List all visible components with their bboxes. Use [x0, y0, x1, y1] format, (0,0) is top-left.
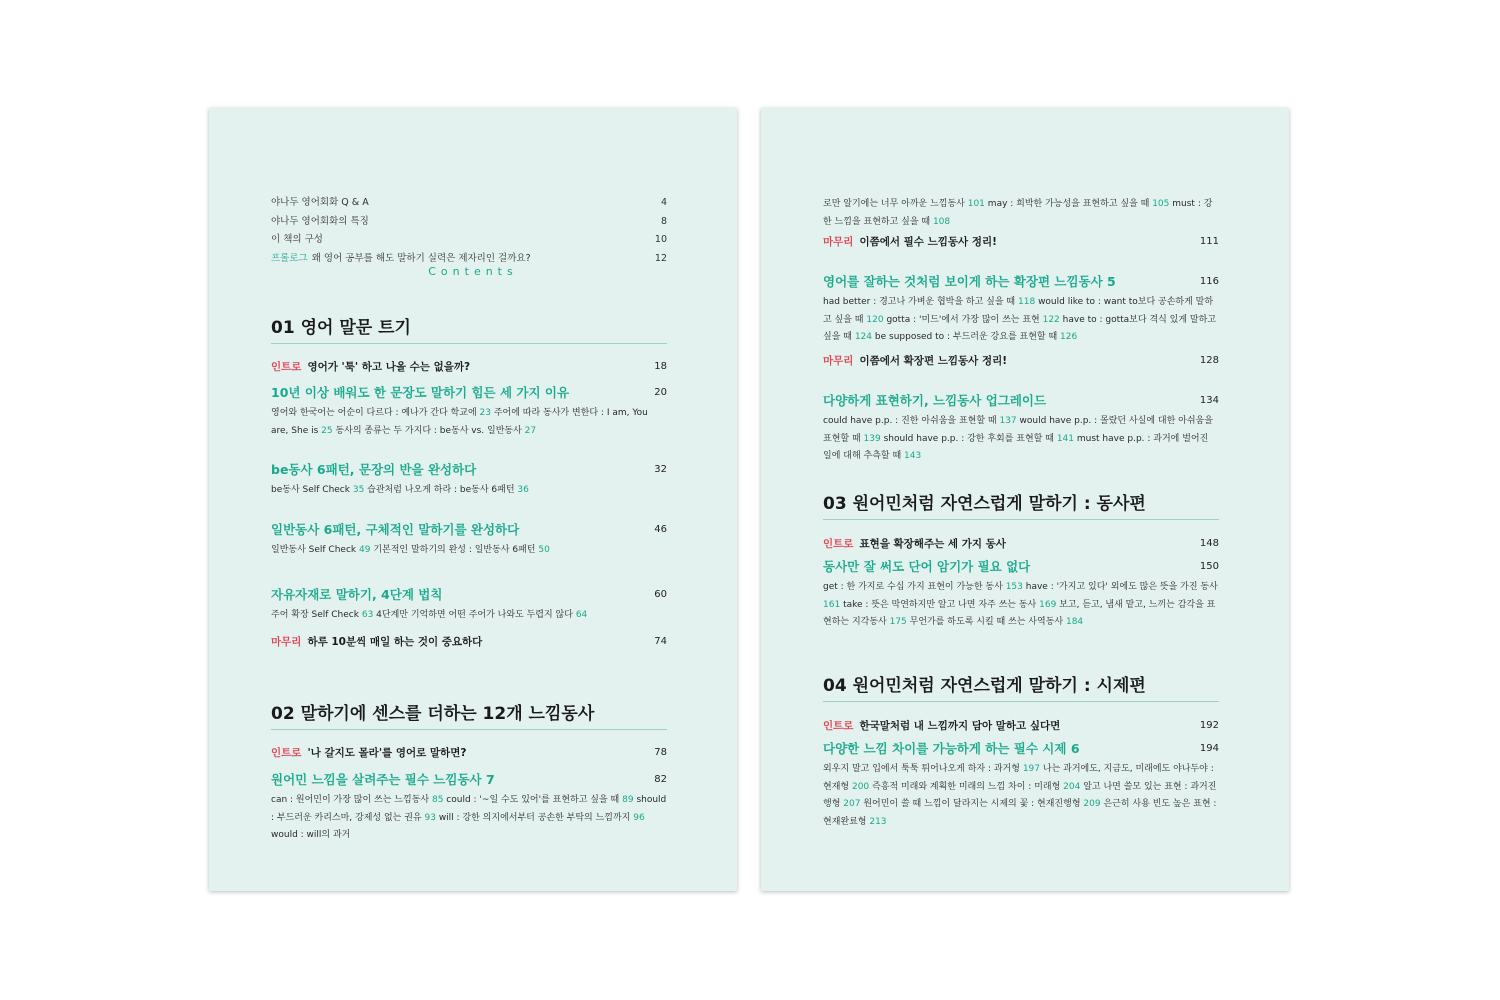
section-heading[interactable]: [271, 462, 667, 478]
intro-tag: 인트로: [823, 538, 854, 550]
page-number: 18: [654, 361, 667, 372]
chapter-4: [823, 675, 1219, 702]
chapter-3: [823, 493, 1219, 520]
section-description: 주어 확장 Self Check 63 4단계만 기억하면 어떤 주어가 나와도 두렵지 않다 64: [271, 610, 588, 620]
chapter-title[interactable]: 01 영어 말문 트기: [271, 317, 667, 344]
prologue-tag: 프롤로그: [271, 252, 308, 264]
page-number: 194: [1199, 743, 1219, 754]
page-number: 116: [1199, 276, 1219, 287]
section-heading[interactable]: [271, 772, 667, 788]
chapter-title[interactable]: 04 원어민처럼 자연스럽게 말하기 : 시제편: [823, 675, 1219, 702]
section-title: be동사 6패턴, 문장의 반을 완성하다: [271, 462, 477, 477]
chapter-1-outro[interactable]: [271, 635, 667, 649]
outro-1[interactable]: [823, 235, 1219, 249]
page-number: 12: [654, 252, 667, 264]
page-number: 60: [654, 589, 667, 600]
chapter-1: [271, 317, 667, 344]
intro-label: '나 갈지도 몰라'를 영어로 말하면?: [307, 747, 467, 759]
section-description: can : 원어민이 가장 많이 쓰는 느낌동사 85 could : '~일 수도 있어'를 표현하고 싶을 때 89 should : 부드러운 카리스마, 강제성 없는 권유 93 will : 강한 의지에서부터 공손한 부탁의 느낌까지 96 would : will의 과거: [271, 795, 667, 840]
page-number: 20: [654, 387, 667, 398]
section-heading[interactable]: [823, 274, 1219, 290]
chapter-3-intro[interactable]: [823, 537, 1219, 551]
toc-entry-label: 야나두 영어회화의 특징: [271, 215, 369, 227]
chapter-3-section-1: [823, 559, 1219, 632]
section-description: 로만 알기에는 너무 아까운 느낌동사 101 may : 희박한 가능성을 표현하고 싶을 때 105 must : 강한 느낌을 표현하고 싶을 때 108: [823, 199, 1213, 227]
page-number: 128: [1199, 355, 1219, 366]
section-description: 일반동사 Self Check 49 기본적인 말하기의 완성 : 일반동사 6패턴 50: [271, 545, 550, 555]
chapter-title[interactable]: 02 말하기에 센스를 더하는 12개 느낌동사: [271, 703, 667, 730]
section-heading[interactable]: [823, 393, 1219, 409]
page-number: 10: [654, 234, 667, 245]
outro-label: 하루 10분씩 매일 하는 것이 중요하다: [307, 636, 483, 648]
chapter-2-section-3: [823, 393, 1219, 466]
section-description: 영어와 한국어는 어순이 다르다 : 예나가 간다 학교에 23 주어에 따라 동사가 변한다 : I am, You are, She is 25 동사의 종류는 두 가지다 : be동사 vs. 일반동사 27: [271, 408, 648, 436]
section-title: 동사만 잘 써도 단어 암기가 필요 없다: [823, 559, 1031, 574]
toc-entry-label: 야나두 영어회화 Q & A: [271, 197, 369, 208]
chapter-title[interactable]: 03 원어민처럼 자연스럽게 말하기 : 동사편: [823, 493, 1219, 520]
section-title: 일반동사 6패턴, 구체적인 말하기를 완성하다: [271, 522, 520, 537]
contents-title: Contents: [428, 265, 518, 278]
page-number: 134: [1199, 395, 1219, 406]
chapter-1-section-4: [271, 587, 667, 625]
page-number: 8: [660, 215, 667, 227]
toc-entry[interactable]: [271, 231, 667, 250]
left-page: [209, 108, 737, 891]
page-number: 74: [654, 636, 667, 647]
section-heading[interactable]: [823, 559, 1219, 575]
section-title: 원어민 느낌을 살려주는 필수 느낌동사 7: [271, 772, 495, 787]
toc-entry-label: 이 책의 구성: [271, 234, 323, 245]
section-description: could have p.p. : 진한 아쉬움을 표현할 때 137 would have p.p. : 몰랐던 사실에 대한 아쉬움을 표현할 때 139 should have p.p. : 강한 후회를 표현할 때 141 must have p.p. : 과거에 벌어진 일에 대해 추측할 때 143: [823, 416, 1213, 461]
page-number: 46: [654, 524, 667, 535]
chapter-2-intro[interactable]: [271, 746, 667, 760]
front-matter-list: [271, 194, 667, 268]
toc-entry[interactable]: [271, 194, 667, 213]
section-heading[interactable]: [271, 522, 667, 538]
chapter-2: [271, 703, 667, 730]
section-title: 자유자재로 말하기, 4단계 법칙: [271, 587, 443, 602]
intro-tag: 인트로: [271, 747, 302, 759]
chapter-1-intro[interactable]: [271, 360, 667, 374]
chapter-1-section-2: [271, 462, 667, 500]
intro-label: 영어가 '툭' 하고 나올 수는 없을까?: [307, 361, 471, 373]
toc-entry[interactable]: [271, 213, 667, 232]
section-description: get : 한 가지로 수십 가지 표현이 가능한 동사 153 have : '가지고 있다' 외에도 많은 뜻을 가진 동사 161 take : 뜻은 막연하지만 알고 나면 자주 쓰는 동사 169 보고, 듣고, 냄새 맡고, 느끼는 감각을 표현하는 지각동사 175 무언가를 하도록 시킬 때 쓰는 사역동사 184: [823, 582, 1218, 627]
right-page: [761, 108, 1289, 891]
intro-tag: 인트로: [823, 720, 854, 732]
section-heading[interactable]: [823, 741, 1219, 757]
section-description: had better : 경고나 가벼운 협박을 하고 싶을 때 118 would like to : want to보다 공손하게 말하고 싶을 때 120 gotta : '미드'에서 가장 많이 쓰는 표현 122 have to : gotta보다 격식 있게 말하고 싶을 때 124 be supposed to : 부드러운 강요를 표현할 때 126: [823, 297, 1217, 342]
section-heading[interactable]: [271, 587, 667, 603]
outro-label: 이쯤에서 필수 느낌동사 정리!: [859, 236, 997, 248]
page-number: 4: [660, 197, 667, 208]
page-number: 192: [1199, 720, 1219, 731]
page-number: 32: [654, 464, 667, 475]
outro-2[interactable]: [823, 354, 1219, 368]
page-number: 150: [1199, 561, 1219, 572]
page-number: 148: [1199, 538, 1219, 549]
outro-tag: 마무리: [823, 236, 854, 248]
chapter-4-intro[interactable]: [823, 719, 1219, 733]
chapter-1-section-3: [271, 522, 667, 560]
outro-label: 이쯤에서 확장편 느낌동사 정리!: [859, 355, 1008, 367]
chapter-4-section-1: [823, 741, 1219, 831]
intro-label: 표현을 확장해주는 세 가지 동사: [859, 538, 1006, 550]
page-number: 111: [1199, 236, 1219, 247]
toc-entry[interactable]: [271, 250, 667, 269]
section-title: 다양하게 표현하기, 느낌동사 업그레이드: [823, 393, 1047, 408]
section-title: 10년 이상 배워도 한 문장도 말하기 힘든 세 가지 이유: [271, 385, 570, 400]
chapter-2-section-1: [271, 772, 667, 845]
continued-description: [823, 192, 1219, 231]
outro-tag: 마무리: [271, 636, 302, 648]
section-description: 외우지 말고 입에서 툭툭 튀어나오게 하자 : 과거형 197 나는 과거에도, 지금도, 미래에도 야나두야 : 현재형 200 즉흥적 미래와 계획한 미래의 느낌 차이 : 미래형 204 알고 나면 쓸모 있는 표현 : 과거진행형 207 원어민이 쓸 때 느낌이 달라지는 시제의 꽃 : 현재진행형 209 은근히 사용 빈도 높은 표현 : 현재완료형 213: [823, 764, 1217, 827]
outro-tag: 마무리: [823, 355, 854, 367]
toc-entry-label: 왜 영어 공부를 해도 말하기 실력은 제자리인 걸까요?: [311, 252, 531, 264]
section-description: be동사 Self Check 35 습관처럼 나오게 하라 : be동사 6패턴 36: [271, 485, 529, 495]
section-title: 다양한 느낌 차이를 가능하게 하는 필수 시제 6: [823, 741, 1080, 756]
chapter-1-section-1: [271, 385, 667, 440]
chapter-2-section-2: [823, 274, 1219, 347]
page-number: 78: [654, 747, 667, 758]
section-title: 영어를 잘하는 것처럼 보이게 하는 확장편 느낌동사 5: [823, 274, 1116, 289]
intro-tag: 인트로: [271, 361, 302, 373]
intro-label: 한국말처럼 내 느낌까지 담아 말하고 싶다면: [859, 720, 1061, 732]
page-number: 82: [654, 774, 667, 785]
section-heading[interactable]: [271, 385, 667, 401]
